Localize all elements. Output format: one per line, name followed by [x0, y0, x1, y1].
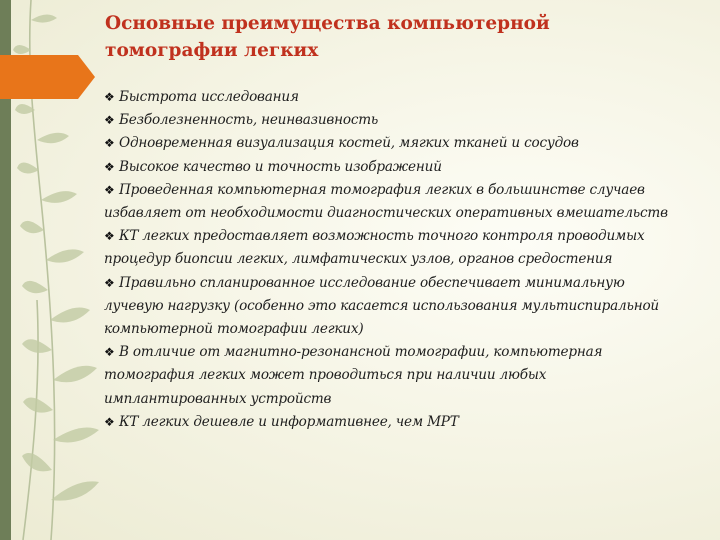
slide-title: Основные преимущества компьютерной томографии легких [105, 13, 550, 61]
list-item: ❖ Быстрота исследования [104, 86, 684, 109]
diamond-bullet-icon: ❖ [104, 182, 115, 197]
diamond-bullet-icon: ❖ [104, 113, 115, 128]
diamond-bullet-icon: ❖ [104, 90, 115, 104]
list-item: ❖ Правильно спланированное исследование обеспечивает минимальную лучевую нагрузку (особенно это касается использования мультиспиральной компьютерной томографии легких) [104, 272, 684, 342]
list-item: ❖ Безболезненность, неинвазивность [104, 109, 684, 132]
diamond-bullet-icon: ❖ [104, 414, 115, 429]
advantages-list [104, 86, 684, 434]
list-item: ❖ Высокое качество и точность изображений [104, 156, 684, 179]
diamond-bullet-icon: ❖ [104, 229, 115, 244]
orange-tab [0, 55, 95, 99]
diamond-bullet-icon: ❖ [104, 159, 115, 174]
list-item: ❖ В отличие от магнитно-резонансной томографии, компьютерная томография легких может проводиться при наличии любых имплантированных устройств [104, 341, 684, 411]
diamond-bullet-icon: ❖ [104, 345, 115, 360]
list-item: ❖ КТ легких дешевле и информативнее, чем МРТ [104, 411, 684, 434]
diamond-bullet-icon: ❖ [104, 136, 115, 151]
list-item: ❖ Проведенная компьютерная томография легких в большинстве случаев избавляет от необходимости диагностических оперативных вмешательств [104, 179, 684, 225]
list-item: ❖ Одновременная визуализация костей, мягких тканей и сосудов [104, 132, 684, 155]
list-item: ❖ КТ легких предоставляет возможность точного контроля проводимых процедур биопсии легких, лимфатических узлов, органов средостения [104, 225, 684, 271]
diamond-bullet-icon: ❖ [104, 275, 115, 290]
